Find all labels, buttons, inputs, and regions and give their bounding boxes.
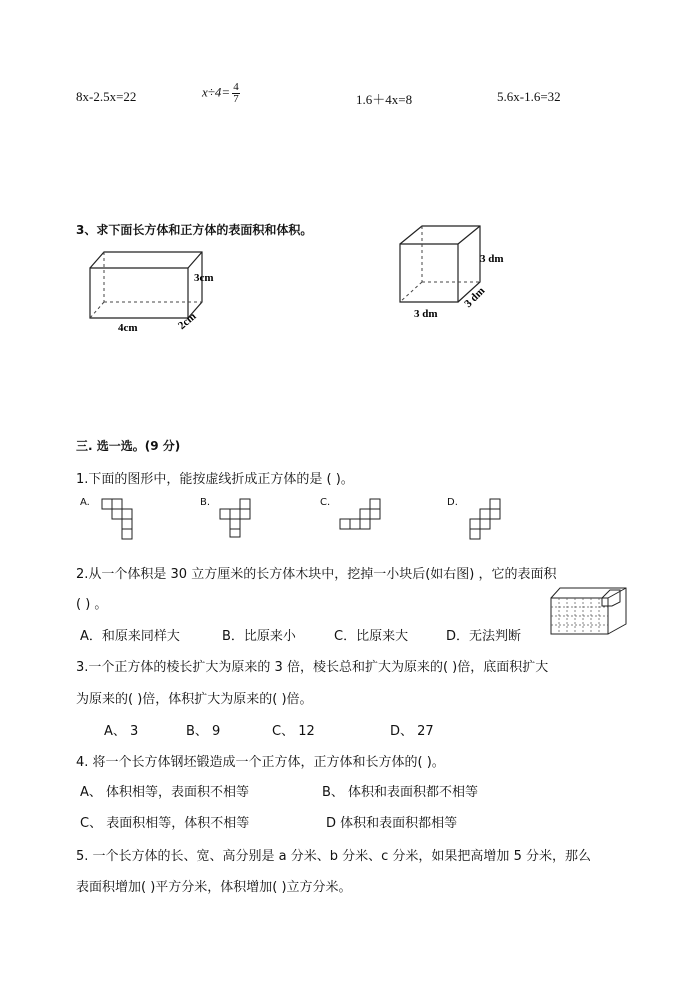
option-d-label: D. [447,497,458,508]
s3-q2-line2: ( ) 。 [76,597,108,612]
s3-q4-option-c: C、 表面积相等，体积不相等 [80,816,250,831]
s3-q4-option-d: D 体积和表面积都相等 [326,816,458,831]
cube-depth-label: 3 dm [462,284,488,311]
q3-title: 3、求下面长方体和正方体的表面积和体积。 [76,223,313,237]
net-d-figure [466,497,506,543]
option-c-label: C. [320,497,331,508]
equation-2 [202,82,240,105]
fraction-numerator: 4 [233,81,239,93]
s3-q3-option-c: C、 12 [272,724,315,739]
s3-q3-option-d: D、 27 [390,724,434,739]
s3-q3-option-a: A、 3 [104,724,139,739]
fraction-denominator: 7 [233,93,239,105]
cuboid-length-label: 4cm [118,322,138,334]
s3-q2-option-c: C．比原来大 [334,629,409,644]
s3-q1-text: 1.下面的图形中，能按虚线折成正方体的是 ( )。 [76,472,354,487]
carved-block-figure [548,584,630,638]
option-b-label: B. [200,497,211,508]
cube-length-label: 3 dm [414,308,438,320]
s3-q5-line2: 表面积增加( )平方分米，体积增加( )立方分米。 [76,880,352,895]
s3-q4-line1: 4. 将一个长方体钢坯锻造成一个正方体，正方体和长方体的( )。 [76,755,445,770]
equation-1: 8x-2.5x=22 [76,89,137,104]
equation-2-left: x÷4= [202,84,231,100]
net-b-figure [216,497,260,539]
net-c-figure [336,497,386,533]
s3-q4-option-a: A、 体积相等，表面积不相等 [80,785,250,800]
net-a-figure [98,497,142,545]
section3-title: 三. 选一选。(9 分) [76,439,181,453]
equation-3: 1.6＋4x=8 [356,92,413,107]
cuboid-figure [80,240,240,340]
s3-q2-line1: 2.从一个体积是 30 立方厘米的长方体木块中，挖掉一小块后(如右图) ，它的表面积 [76,567,557,582]
s3-q5-line1: 5. 一个长方体的长、宽、高分别是 a 分米、b 分米、c 分米，如果把高增加 5 分米，那么 [76,849,591,864]
s3-q4-option-b: B、 体积和表面积都不相等 [322,785,479,800]
s3-q2-option-d: D．无法判断 [446,629,522,644]
s3-q2-option-a: A．和原来同样大 [80,629,180,644]
s3-q3-line1: 3.一个正方体的棱长扩大为原来的 3 倍，棱长总和扩大为原来的( )倍，底面积扩大 [76,660,549,675]
s3-q3-line2: 为原来的( )倍，体积扩大为原来的( )倍。 [76,692,313,707]
s3-q3-option-b: B、 9 [186,724,221,739]
equation-4: 5.6x-1.6=32 [497,89,561,104]
cuboid-width-label: 2cm [175,310,199,333]
cube-figure [390,220,520,325]
s3-q2-option-b: B．比原来小 [222,629,296,644]
cuboid-height-label: 3cm [194,272,214,284]
equation-2-fraction [232,82,240,105]
cube-height-label: 3 dm [480,253,504,265]
option-a-label: A. [80,497,90,508]
